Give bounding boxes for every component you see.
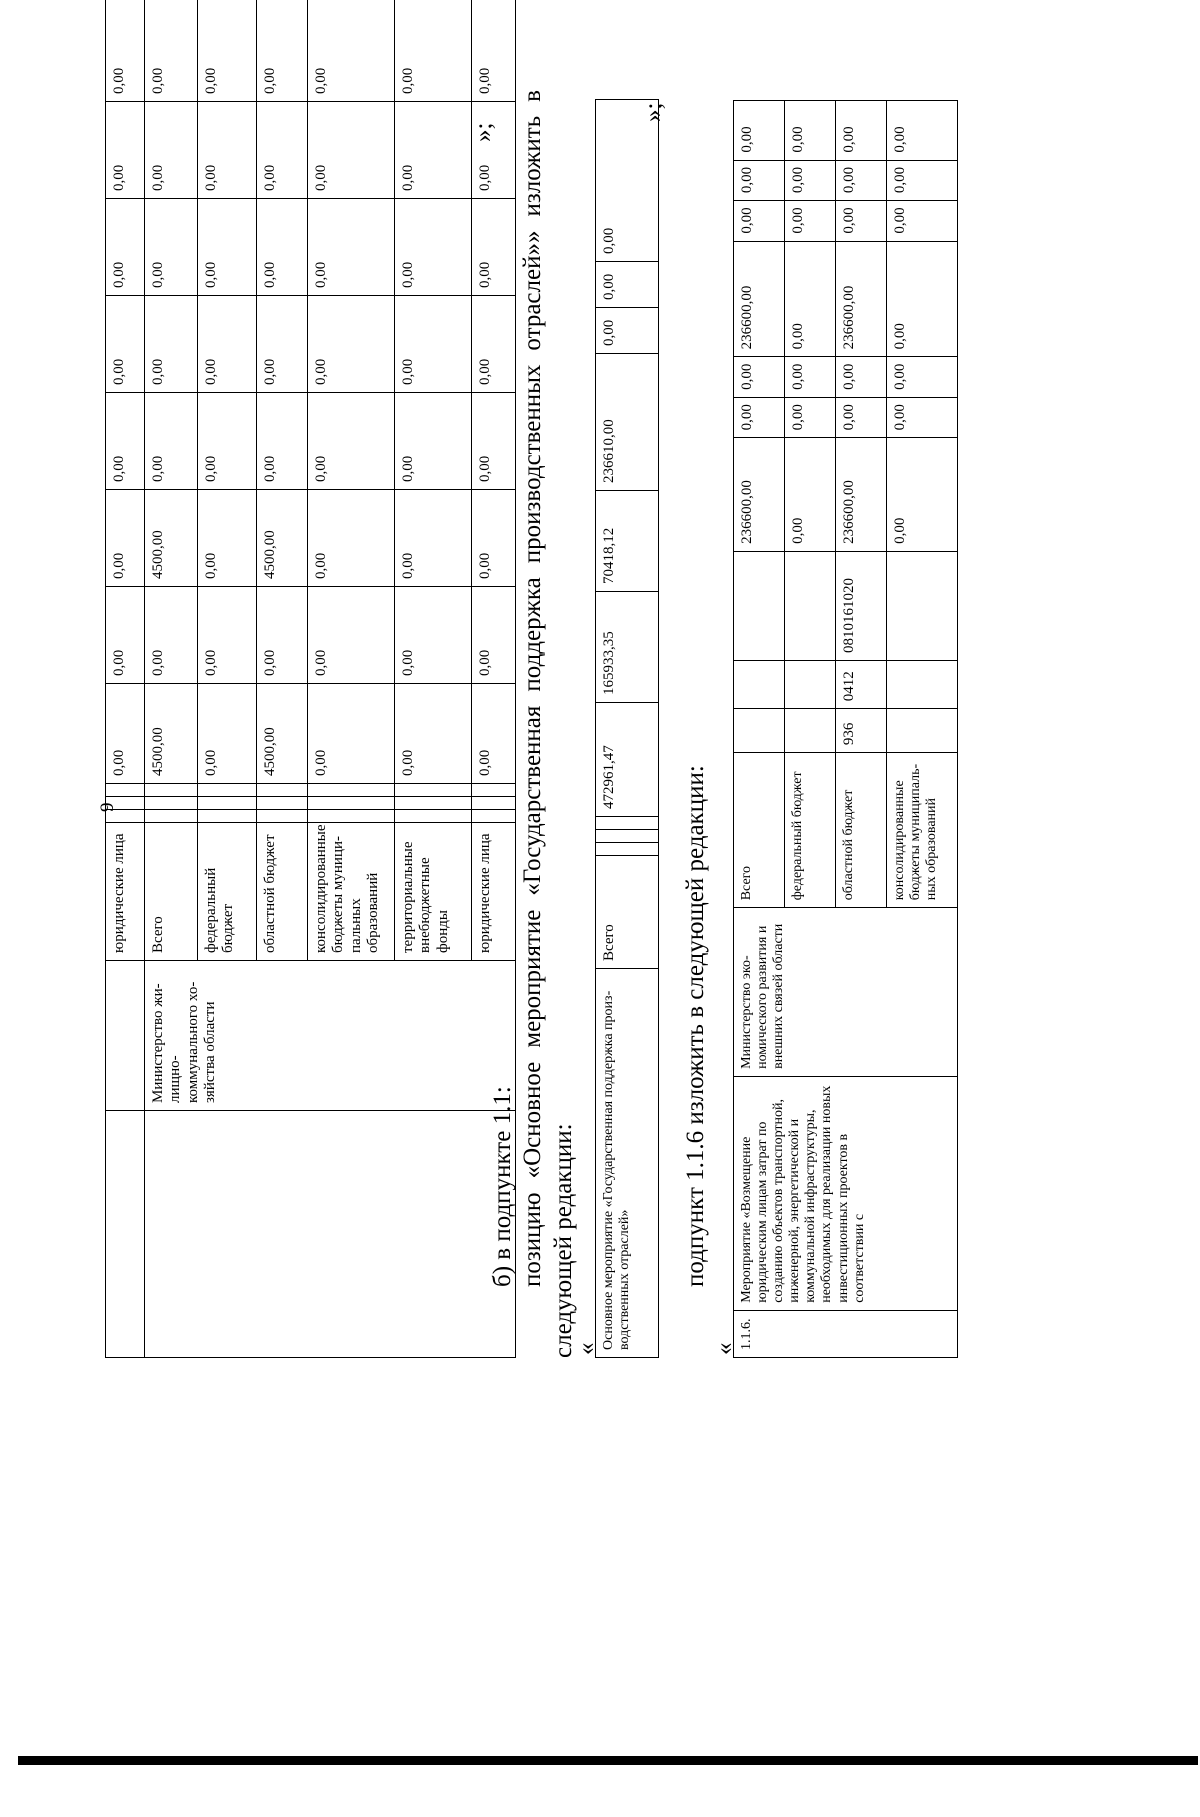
paragraph-word: в (519, 90, 546, 102)
value-cell: 236600,00 (734, 241, 785, 357)
value-cell: 0,00 (106, 490, 145, 587)
value-cell: 0,00 (257, 0, 308, 102)
code-cell (145, 784, 198, 797)
value-cell: 0,00 (198, 199, 257, 296)
section-cell: 0412 (836, 660, 887, 708)
section-cell (887, 660, 958, 708)
responsible-cell: Министерство жилищно-коммунального хозяйства области (145, 961, 516, 1111)
closing-quote: »; (470, 122, 497, 142)
code-cell (395, 784, 472, 797)
section-cell (785, 660, 836, 708)
value-cell: 0,00 (308, 0, 395, 102)
grbs-cell (734, 709, 785, 753)
value-cell: 0,00 (472, 587, 516, 684)
value-cell: 0,00 (887, 201, 958, 241)
paragraph-c-text: подпункт 1.1.6 изложить в следующей редакции: (682, 765, 709, 1287)
value-cell: 0,00 (198, 393, 257, 490)
event-name-cell: Мероприятие «Возмещение юридическим лицам затрат по созданию объектов транспортной, инженерной, энергетической и коммунальной инфраструктуры, необходимых для реализации новых инвестиционных проектов в соответствии с (734, 1076, 958, 1310)
value-cell: 0,00 (198, 490, 257, 587)
value-cell: 0,00 (106, 296, 145, 393)
funding-source-cell: федеральный бюджет (198, 823, 257, 961)
value-cell: 165933,35 (596, 592, 659, 703)
value-cell: 0,00 (106, 393, 145, 490)
code-cell (106, 784, 145, 797)
code-cell (106, 797, 145, 810)
value-cell: 0,00 (145, 102, 198, 199)
code-cell (198, 784, 257, 797)
value-cell: 0,00 (395, 490, 472, 587)
value-cell: 0,00 (472, 0, 516, 102)
value-cell: 0,00 (887, 438, 958, 552)
code-cell (472, 784, 516, 797)
bottom-rule (18, 1756, 1198, 1765)
grbs-cell (887, 709, 958, 753)
value-cell: 0,00 (836, 160, 887, 200)
value-cell: 0,00 (734, 357, 785, 397)
value-cell: 0,00 (836, 357, 887, 397)
value-cell: 0,00 (887, 397, 958, 437)
page-number: 9 (97, 802, 118, 812)
value-cell: 0,00 (734, 201, 785, 241)
code-cell (198, 797, 257, 810)
value-cell: 0,00 (836, 201, 887, 241)
value-cell: 0,00 (145, 199, 198, 296)
paragraph-word: мероприятие (519, 909, 546, 1048)
value-cell: 0,00 (472, 296, 516, 393)
target-article-cell (785, 551, 836, 660)
target-article-cell (734, 551, 785, 660)
value-cell: 0,00 (257, 102, 308, 199)
funding-source-cell: областной бюджет (836, 753, 887, 908)
value-cell: 0,00 (257, 587, 308, 684)
value-cell: 0,00 (596, 262, 659, 308)
value-cell: 0,00 (472, 199, 516, 296)
code-cell (596, 830, 659, 843)
code-cell (106, 810, 145, 823)
value-cell: 0,00 (734, 101, 785, 161)
funding-source-cell: Всего (145, 823, 198, 961)
code-cell (257, 810, 308, 823)
value-cell: 0,00 (785, 101, 836, 161)
paragraph-b-heading: б) в подпункте 1.1: (489, 1086, 516, 1287)
value-cell: 0,00 (596, 100, 659, 262)
funding-source-cell: консолидированные бюджеты муниципальных образований (887, 753, 958, 908)
value-cell: 0,00 (145, 393, 198, 490)
code-cell (472, 797, 516, 810)
responsible-cell (106, 961, 145, 1111)
value-cell: 0,00 (198, 0, 257, 102)
value-cell: 0,00 (106, 0, 145, 102)
value-cell: 0,00 (734, 160, 785, 200)
funding-table-continued (105, 0, 516, 1358)
value-cell: 0,00 (472, 393, 516, 490)
value-cell: 0,00 (395, 393, 472, 490)
value-cell: 0,00 (785, 241, 836, 357)
code-cell (395, 797, 472, 810)
value-cell: 0,00 (734, 397, 785, 437)
item-number-cell: 1.1.6. (734, 1310, 958, 1357)
code-cell (596, 843, 659, 856)
value-cell: 0,00 (308, 490, 395, 587)
code-cell (308, 810, 395, 823)
value-cell: 0,00 (198, 102, 257, 199)
paragraph-word: «Государственная (519, 705, 546, 896)
value-cell: 0,00 (308, 296, 395, 393)
value-cell: 0,00 (395, 0, 472, 102)
funding-source-cell: юридические лица (472, 823, 516, 961)
value-cell: 0,00 (395, 684, 472, 784)
section-cell (734, 660, 785, 708)
value-cell: 0,00 (395, 296, 472, 393)
value-cell: 0,00 (198, 296, 257, 393)
funding-source-cell: Всего (734, 753, 785, 908)
code-cell (145, 810, 198, 823)
main-event-table (595, 99, 659, 1358)
code-cell (596, 817, 659, 830)
paragraph-word: поддержка (519, 577, 546, 692)
funding-source-cell: консолидированные бюджеты муниципальных образований (308, 823, 395, 961)
value-cell: 4500,00 (145, 490, 198, 587)
grbs-cell: 936 (836, 709, 887, 753)
value-cell: 0,00 (198, 587, 257, 684)
value-cell: 472961,47 (596, 703, 659, 817)
table-row (734, 101, 785, 1358)
funding-source-cell: областной бюджет (257, 823, 308, 961)
value-cell: 0,00 (887, 101, 958, 161)
value-cell: 0,00 (106, 684, 145, 784)
value-cell: 236600,00 (836, 438, 887, 552)
value-cell: 0,00 (785, 201, 836, 241)
value-cell: 0,00 (308, 684, 395, 784)
funding-source-cell: территориальные внебюджетные фонды (395, 823, 472, 961)
value-cell: 236610,00 (596, 354, 659, 491)
paragraph-word: позицию (519, 1192, 546, 1287)
paragraph-word: изложить (519, 115, 546, 217)
value-cell: 0,00 (308, 102, 395, 199)
value-cell: 236600,00 (836, 241, 887, 357)
closing-quote-2: »; (640, 102, 667, 122)
funding-source-cell: юридические лица (106, 823, 145, 961)
value-cell: 0,00 (836, 101, 887, 161)
target-article-cell: 0810161020 (836, 551, 887, 660)
value-cell: 0,00 (198, 684, 257, 784)
code-cell (395, 810, 472, 823)
value-cell: 0,00 (257, 393, 308, 490)
paragraph-word: отраслей»» (519, 230, 546, 351)
empty-name-cell (106, 1111, 145, 1358)
value-cell: 0,00 (106, 199, 145, 296)
value-cell: 0,00 (145, 296, 198, 393)
value-cell: 0,00 (785, 357, 836, 397)
subpoint-table (733, 100, 958, 1358)
value-cell: 4500,00 (257, 684, 308, 784)
code-cell (472, 810, 516, 823)
value-cell: 4500,00 (145, 684, 198, 784)
value-cell: 0,00 (145, 587, 198, 684)
code-cell (198, 810, 257, 823)
value-cell: 0,00 (887, 357, 958, 397)
main-event-name-cell: Основное мероприятие «Государственная поддержка производственных отраслей» (596, 969, 659, 1358)
value-cell: 0,00 (145, 0, 198, 102)
paragraph-word: «Основное (519, 1061, 546, 1179)
value-cell: 70418,12 (596, 491, 659, 592)
table-row (106, 0, 145, 1358)
table-row (596, 100, 659, 1358)
value-cell: 0,00 (257, 199, 308, 296)
value-cell: 0,00 (836, 397, 887, 437)
value-cell: 0,00 (308, 199, 395, 296)
value-cell: 0,00 (472, 684, 516, 784)
value-cell: 0,00 (596, 308, 659, 354)
code-cell (308, 784, 395, 797)
grbs-cell (785, 709, 836, 753)
value-cell: 0,00 (308, 393, 395, 490)
value-cell: 0,00 (395, 102, 472, 199)
value-cell: 0,00 (106, 587, 145, 684)
funding-source-cell: федеральный бюджет (785, 753, 836, 908)
value-cell: 236600,00 (734, 438, 785, 552)
value-cell: 0,00 (785, 397, 836, 437)
value-cell: 0,00 (257, 296, 308, 393)
funding-source-cell: Всего (596, 856, 659, 969)
value-cell: 0,00 (887, 160, 958, 200)
value-cell: 0,00 (472, 490, 516, 587)
value-cell: 0,00 (395, 587, 472, 684)
target-article-cell (887, 551, 958, 660)
value-cell: 4500,00 (257, 490, 308, 587)
opening-quote: « (573, 1342, 600, 1355)
value-cell: 0,00 (785, 438, 836, 552)
value-cell: 0,00 (785, 160, 836, 200)
paragraph-b-text (517, 90, 548, 1287)
code-cell (257, 797, 308, 810)
opening-quote-2: « (711, 1342, 738, 1355)
table-row (145, 0, 198, 1358)
code-cell (257, 784, 308, 797)
responsible-cell: Министерство экономического развития и внешних связей области (734, 908, 958, 1077)
paragraph-b-text-end: следующей редакции: (550, 1123, 577, 1358)
empty-name-cell (145, 1111, 516, 1358)
value-cell: 0,00 (395, 199, 472, 296)
code-cell (308, 797, 395, 810)
paragraph-word: производственных (519, 364, 546, 564)
value-cell: 0,00 (887, 241, 958, 357)
code-cell (145, 797, 198, 810)
value-cell: 0,00 (308, 587, 395, 684)
value-cell: 0,00 (106, 102, 145, 199)
value-cell: 0,00 (472, 102, 516, 199)
